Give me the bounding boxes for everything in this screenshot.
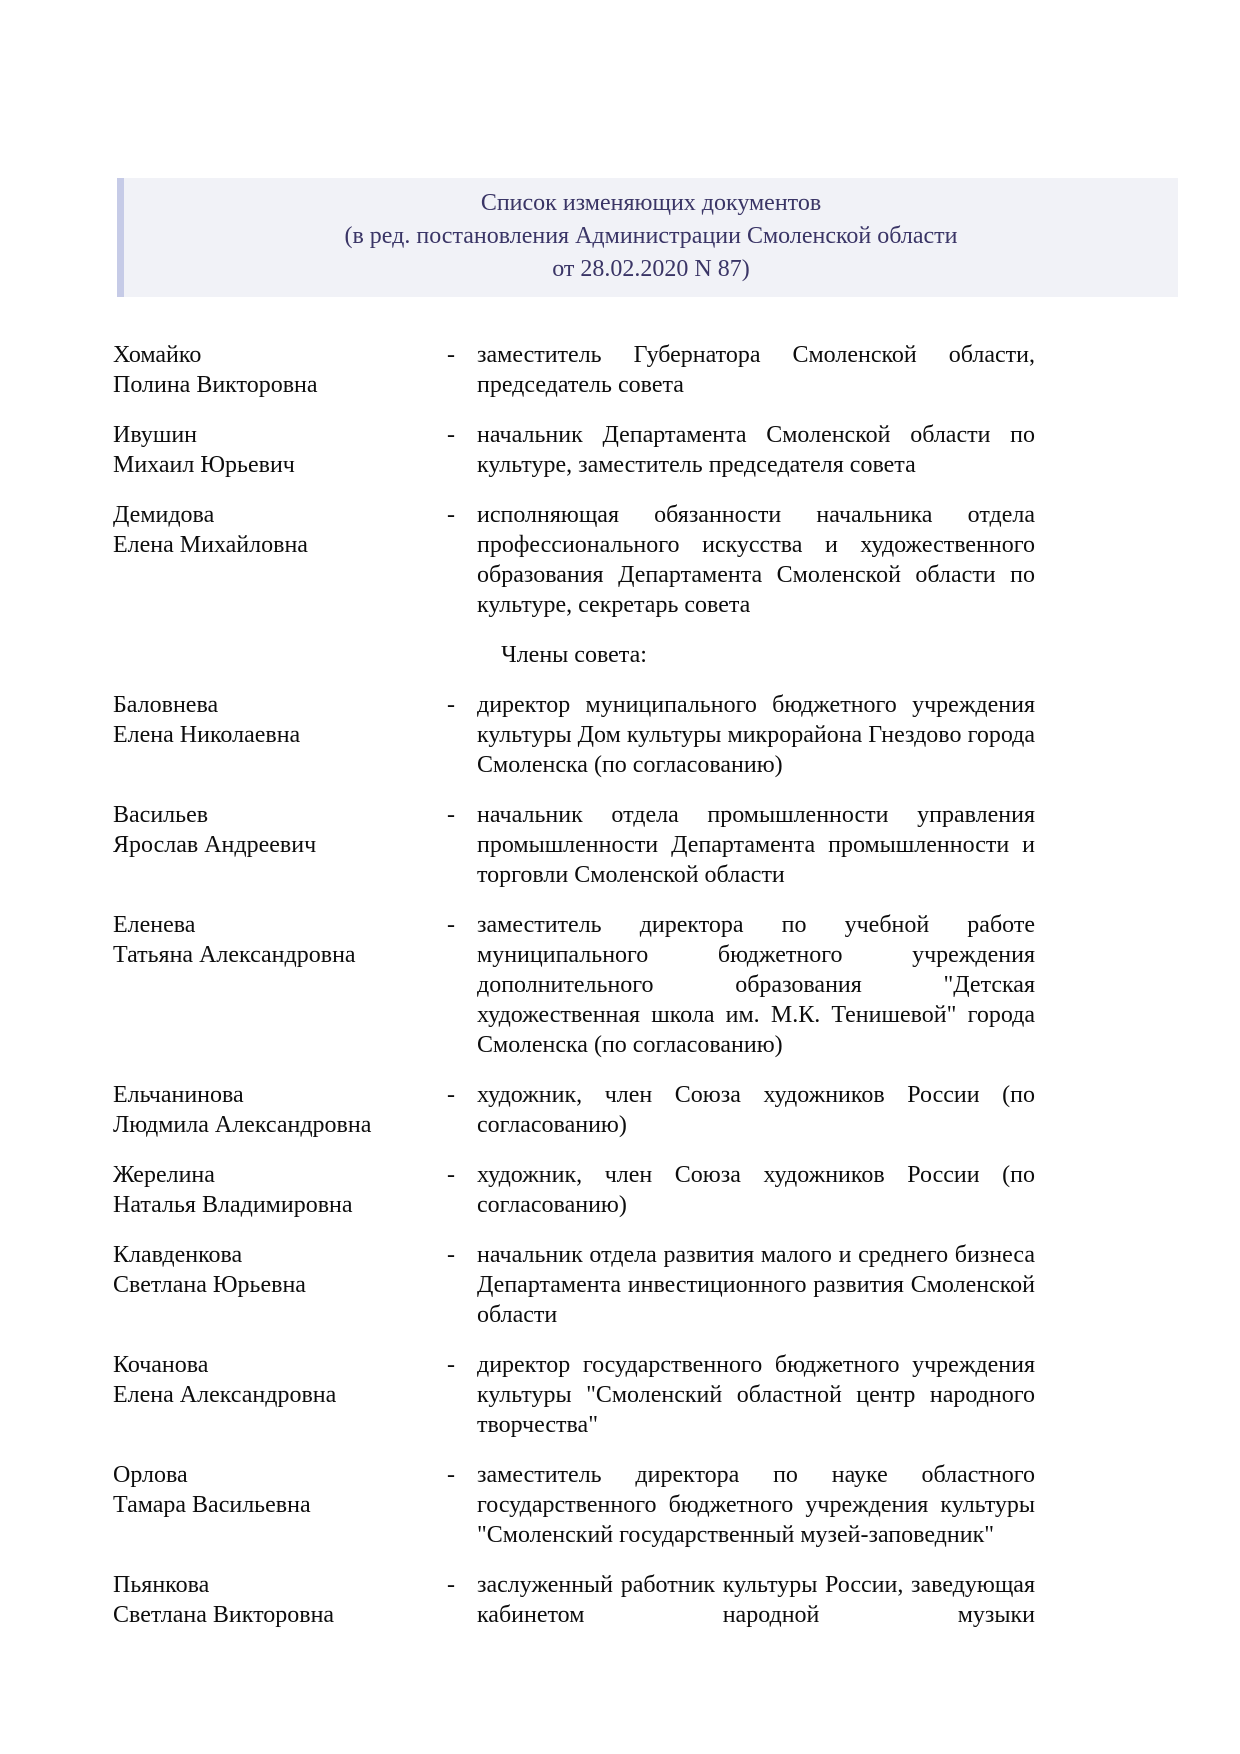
dash-separator: -	[447, 502, 455, 528]
member-given-names: Полина Викторовна	[113, 372, 318, 398]
member-role: художник, член Союза художников России (по согласованию)	[477, 1082, 1035, 1138]
dash-separator: -	[447, 1462, 455, 1488]
member-surname: Жерелина	[113, 1162, 215, 1188]
council-member-row	[113, 1350, 1035, 1440]
dash-separator: -	[447, 422, 455, 448]
member-given-names: Елена Николаевна	[113, 722, 301, 748]
dash-separator: -	[447, 1352, 455, 1378]
member-role: директор государственного бюджетного учреждения культуры "Смоленский областной центр народного творчества"	[477, 1352, 1035, 1438]
leadership-section	[113, 340, 1035, 620]
member-surname: Демидова	[113, 502, 215, 528]
amendments-note-date-line: от 28.02.2020 N 87)	[552, 256, 750, 282]
member-surname: Васильев	[113, 802, 209, 828]
member-surname: Орлова	[113, 1462, 188, 1488]
member-given-names: Светлана Юрьевна	[113, 1272, 306, 1298]
council-member-row	[113, 420, 1035, 480]
member-name	[113, 1570, 447, 1630]
council-member-row	[113, 1460, 1035, 1550]
member-surname: Баловнева	[113, 692, 219, 718]
member-name	[113, 340, 447, 400]
member-role: исполняющая обязанности начальника отдела профессионального искусства и художественного образования Департамента Смоленской области по культуре, секретарь совета	[477, 502, 1035, 618]
amendments-note-title: Список изменяющих документов	[480, 190, 822, 216]
council-member-row	[113, 800, 1035, 890]
council-member-row	[113, 1160, 1035, 1220]
council-member-row	[113, 910, 1035, 1060]
dash-separator: -	[447, 912, 455, 938]
member-name	[113, 1160, 447, 1220]
member-role: начальник отдела развития малого и среднего бизнеса Департамента инвестиционного развития Смоленской области	[477, 1242, 1035, 1328]
member-given-names: Людмила Александровна	[113, 1112, 372, 1138]
member-surname: Кочанова	[113, 1352, 209, 1378]
council-member-row	[113, 1240, 1035, 1330]
amendments-note-box	[117, 178, 1178, 297]
member-role: начальник Департамента Смоленской области по культуре, заместитель председателя совета	[477, 422, 1035, 478]
dash-separator: -	[447, 1572, 455, 1598]
member-name	[113, 910, 447, 1060]
dash-separator: -	[447, 1162, 455, 1188]
member-given-names: Михаил Юрьевич	[113, 452, 295, 478]
council-list	[113, 340, 1035, 1630]
members-section	[113, 690, 1035, 1630]
member-given-names: Елена Михайловна	[113, 532, 308, 558]
member-role: заслуженный работник культуры России, заведующая кабинетом народной музыки	[477, 1572, 1035, 1628]
member-role: начальник отдела промышленности управления промышленности Департамента промышленности и торговли Смоленской области	[477, 802, 1035, 888]
council-member-row	[113, 690, 1035, 780]
amendments-note-edition-line: (в ред. постановления Администрации Смоленской области	[344, 223, 958, 249]
member-role: директор муниципального бюджетного учреждения культуры Дом культуры микрорайона Гнездово города Смоленска (по согласованию)	[477, 692, 1035, 778]
dash-separator: -	[447, 802, 455, 828]
member-name	[113, 500, 447, 620]
member-given-names: Наталья Владимировна	[113, 1192, 353, 1218]
member-given-names: Тамара Васильевна	[113, 1492, 311, 1518]
member-surname: Хомайко	[113, 342, 202, 368]
member-surname: Пьянкова	[113, 1572, 210, 1598]
dash-separator: -	[447, 342, 455, 368]
member-given-names: Ярослав Андреевич	[113, 832, 317, 858]
member-surname: Ельчанинова	[113, 1082, 244, 1108]
member-given-names: Светлана Викторовна	[113, 1602, 335, 1628]
members-heading: Члены совета:	[501, 642, 647, 668]
member-name	[113, 690, 447, 780]
council-member-row	[113, 1080, 1035, 1140]
dash-separator: -	[447, 1242, 455, 1268]
member-name	[113, 800, 447, 890]
member-name	[113, 1350, 447, 1440]
member-role: заместитель директора по науке областного государственного бюджетного учреждения культуры "Смоленский государственный музей-заповедник"	[477, 1462, 1035, 1548]
council-member-row	[113, 340, 1035, 400]
member-name	[113, 1080, 447, 1140]
member-surname: Еленева	[113, 912, 196, 938]
dash-separator: -	[447, 692, 455, 718]
member-name	[113, 1460, 447, 1550]
member-role: заместитель Губернатора Смоленской области, председатель совета	[477, 342, 1035, 398]
member-given-names: Татьяна Александровна	[113, 942, 356, 968]
dash-separator: -	[447, 1082, 455, 1108]
council-member-row	[113, 500, 1035, 620]
member-role: художник, член Союза художников России (по согласованию)	[477, 1162, 1035, 1218]
member-role: заместитель директора по учебной работе муниципального бюджетного учреждения дополнительного образования "Детская художественная школа им. М.К. Тенишевой" города Смоленска (по согласованию)	[477, 912, 1035, 1058]
member-surname: Ивушин	[113, 422, 198, 448]
member-surname: Клавденкова	[113, 1242, 243, 1268]
member-name	[113, 1240, 447, 1330]
member-name	[113, 420, 447, 480]
council-member-row	[113, 1570, 1035, 1630]
member-given-names: Елена Александровна	[113, 1382, 337, 1408]
